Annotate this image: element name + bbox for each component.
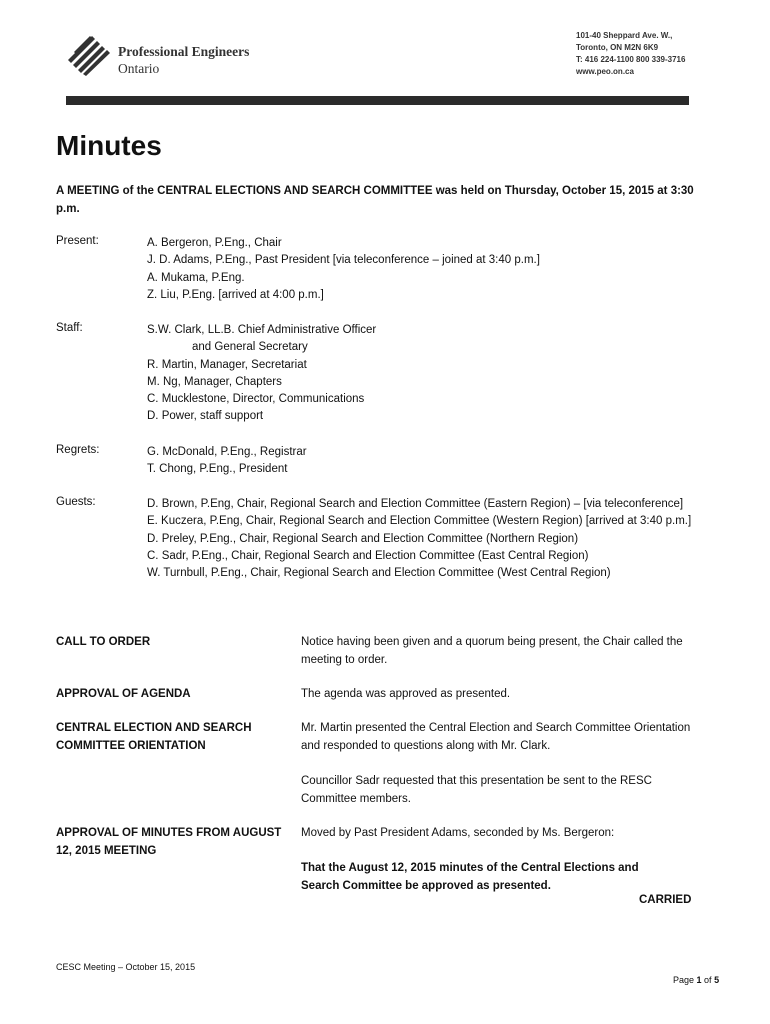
attendee: A. Bergeron, P.Eng., Chair xyxy=(147,237,282,249)
regret-member: G. McDonald, P.Eng., Registrar xyxy=(147,446,307,458)
website-line: www.peo.on.ca xyxy=(576,67,634,76)
guest: D. Brown, P.Eng, Chair, Regional Search and Election Committee (Eastern Region) – [via teleconference] xyxy=(147,498,684,510)
staff-list xyxy=(147,322,717,426)
staff-member: M. Ng, Manager, Chapters xyxy=(147,375,282,388)
guest: E. Kuczera, P.Eng, Chair, Regional Search and Election Committee (Western Region) [arrived at 3:40 p.m.] xyxy=(147,515,692,528)
agenda-text: The agenda was approved as presented. xyxy=(301,688,511,700)
attendee: A. Mukama, P.Eng. xyxy=(147,271,245,284)
phone-line: T: 416 224-1100 800 339-3716 xyxy=(576,55,686,64)
guests-label: Guests: xyxy=(56,496,96,508)
call-to-order-text: Notice having been given and a quorum being present, the Chair called the meeting to order. xyxy=(301,636,683,666)
carried-label: CARRIED xyxy=(639,894,692,906)
page-total: 5 xyxy=(714,975,720,985)
motion-text: That the August 12, 2015 minutes of the Central Elections and Search Committee be approved as presented. xyxy=(301,862,639,892)
present-label: Present: xyxy=(56,235,99,247)
staff-member: S.W. Clark, LL.B. Chief Administrative Officer xyxy=(147,324,377,336)
peo-logo xyxy=(66,30,266,80)
call-to-order-heading: CALL TO ORDER xyxy=(56,636,151,648)
orientation-text: Mr. Martin presented the Central Election and Search Committee Orientation and responded to questions along with Mr. Clark. xyxy=(301,722,691,752)
orientation-heading: CENTRAL ELECTION AND SEARCH COMMITTEE ORIENTATION xyxy=(56,722,252,752)
address-line: 101-40 Sheppard Ave. W., xyxy=(576,31,673,40)
logo-subtitle: Ontario xyxy=(118,61,160,76)
page-current: 1 xyxy=(696,975,702,985)
staff-member: D. Power, staff support xyxy=(147,410,264,423)
minutes-heading: APPROVAL OF MINUTES FROM AUGUST 12, 2015 MEETING xyxy=(56,827,282,857)
page-of: of xyxy=(701,975,715,985)
logo-name: Professional Engineers xyxy=(118,44,250,59)
guest: D. Preley, P.Eng., Chair, Regional Search and Election Committee (Northern Region) xyxy=(147,532,579,545)
page-prefix: Page xyxy=(673,975,697,985)
meeting-intro: A MEETING of the CENTRAL ELECTIONS AND SEARCH COMMITTEE was held on Thursday, October 15, 2015 at 3:30 p.m. xyxy=(56,185,694,215)
guest: C. Sadr, P.Eng., Chair, Regional Search and Election Committee (East Central Region) xyxy=(147,549,589,562)
orientation-request-text: Councillor Sadr requested that this presentation be sent to the RESC Committee members. xyxy=(301,775,652,805)
regrets-list xyxy=(147,444,717,479)
address-block xyxy=(576,30,685,78)
staff-member-continued: and General Secretary xyxy=(192,341,308,354)
guests-list xyxy=(147,496,717,582)
guest: W. Turnbull, P.Eng., Chair, Regional Search and Election Committee (West Central Region) xyxy=(147,567,611,580)
minutes-moved-text: Moved by Past President Adams, seconded by Ms. Bergeron: xyxy=(301,827,615,839)
attendee: Z. Liu, P.Eng. [arrived at 4:00 p.m.] xyxy=(147,288,324,301)
staff-member: R. Martin, Manager, Secretariat xyxy=(147,358,307,371)
page-title: Minutes xyxy=(56,130,162,161)
staff-member: C. Mucklestone, Director, Communications xyxy=(147,393,365,406)
agenda-heading: APPROVAL OF AGENDA xyxy=(56,688,191,700)
attendee: J. D. Adams, P.Eng., Past President [via teleconference – joined at 3:40 p.m.] xyxy=(147,254,540,267)
footer-meeting-label: CESC Meeting – October 15, 2015 xyxy=(56,962,196,972)
header-rule xyxy=(66,96,689,105)
regret-member: T. Chong, P.Eng., President xyxy=(147,463,288,476)
address-line: Toronto, ON M2N 6K9 xyxy=(576,43,659,52)
staff-label: Staff: xyxy=(56,322,83,334)
present-list xyxy=(147,235,717,304)
page-number xyxy=(673,975,719,985)
peo-logo-icon xyxy=(66,30,114,76)
regrets-label: Regrets: xyxy=(56,444,100,456)
